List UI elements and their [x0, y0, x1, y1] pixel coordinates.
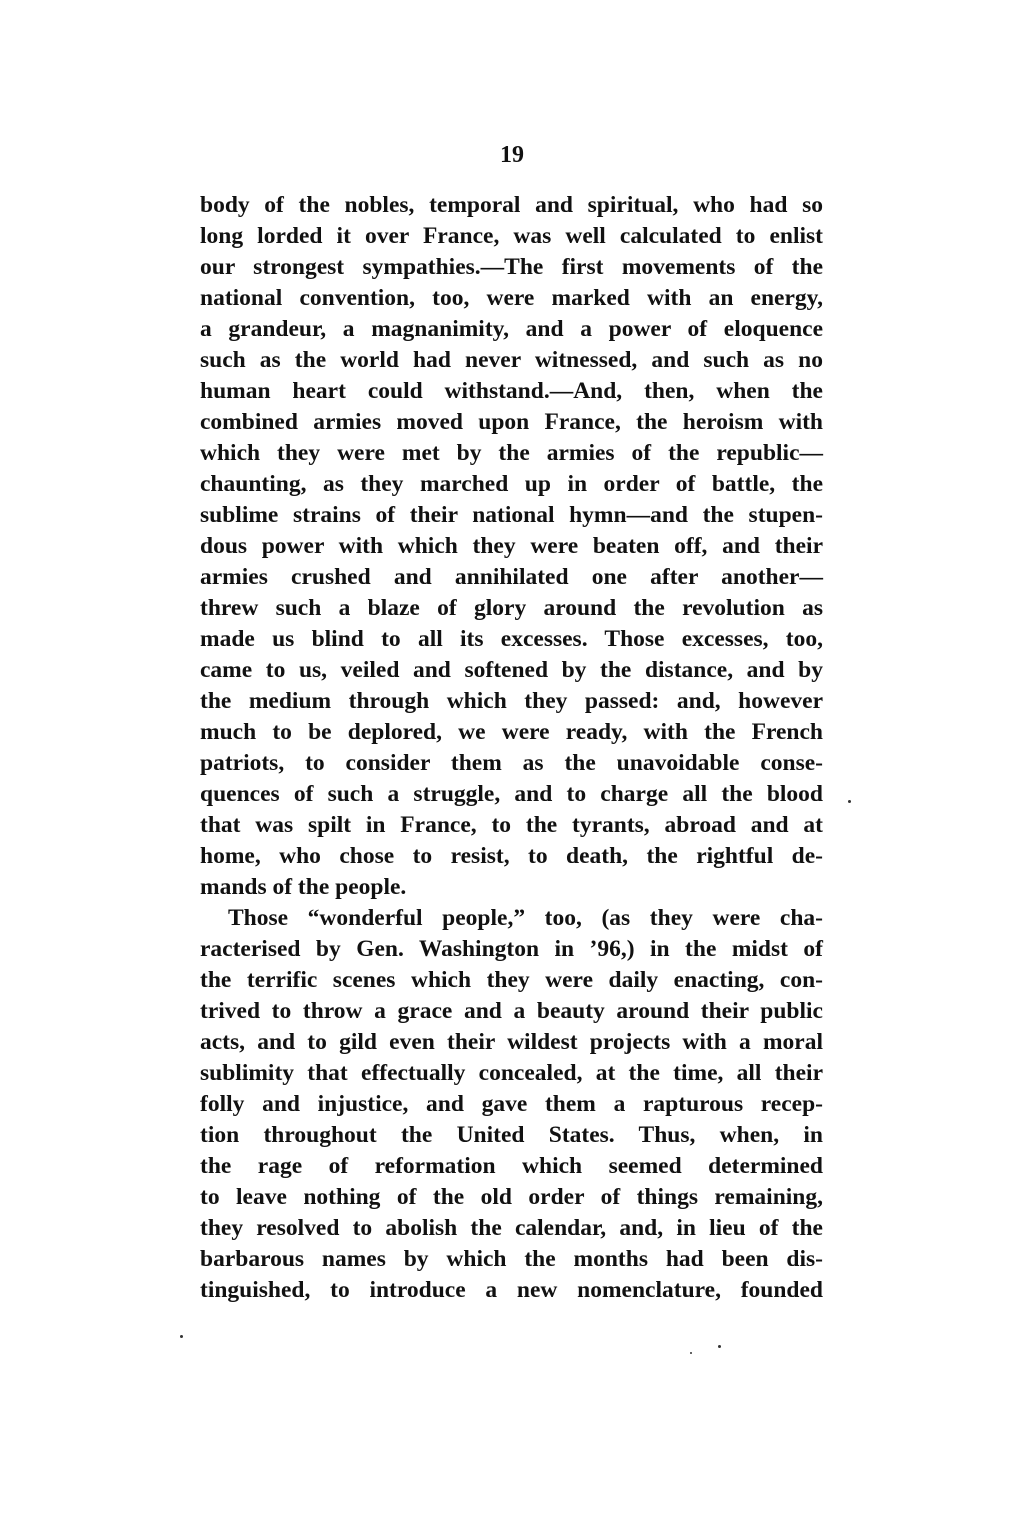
text-line: dous power with which they were beaten off, and their: [200, 533, 823, 559]
text-line: home, who chose to resist, to death, the rightful de-: [200, 843, 823, 869]
body-text: [200, 190, 823, 1306]
scan-speck: [180, 1335, 183, 1338]
text-line: acts, and to gild even their wildest projects with a moral: [200, 1029, 823, 1055]
text-line: human heart could withstand.—And, then, when the: [200, 378, 823, 404]
text-line: the rage of reformation which seemed determined: [200, 1153, 823, 1179]
text-line: long lorded it over France, was well calculated to enlist: [200, 223, 823, 249]
text-line: patriots, to consider them as the unavoidable conse-: [200, 750, 823, 776]
text-line: mands of the people.: [200, 874, 407, 900]
text-line: Those “wonderful people,” too, (as they were cha-: [228, 905, 823, 931]
text-line: much to be deplored, we were ready, with the French: [200, 719, 823, 745]
text-line: national convention, too, were marked with an energy,: [200, 285, 823, 311]
scan-speck: [690, 1352, 692, 1354]
text-line: sublime strains of their national hymn—and the stupen-: [200, 502, 823, 528]
text-line: threw such a blaze of glory around the revolution as: [200, 595, 823, 621]
text-line: the terrific scenes which they were daily enacting, con-: [200, 967, 823, 993]
text-line: armies crushed and annihilated one after another—: [200, 564, 823, 590]
text-line: made us blind to all its excesses. Those excesses, too,: [200, 626, 823, 652]
text-line: tinguished, to introduce a new nomenclature, founded: [200, 1277, 823, 1303]
text-line: which they were met by the armies of the republic—: [200, 440, 823, 466]
text-line: tion throughout the United States. Thus, when, in: [200, 1122, 823, 1148]
text-line: a grandeur, a magnanimity, and a power of eloquence: [200, 316, 823, 342]
scan-speck: [718, 1345, 721, 1348]
text-line: chaunting, as they marched up in order of battle, the: [200, 471, 823, 497]
text-line: body of the nobles, temporal and spiritual, who had so: [200, 192, 823, 218]
text-line: to leave nothing of the old order of things remaining,: [200, 1184, 823, 1210]
text-line: racterised by Gen. Washington in ’96,) in the midst of: [200, 936, 823, 962]
text-line: such as the world had never witnessed, and such as no: [200, 347, 823, 373]
page-number: 19: [500, 142, 524, 168]
text-line: folly and injustice, and gave them a rapturous recep-: [200, 1091, 823, 1117]
text-line: came to us, veiled and softened by the distance, and by: [200, 657, 823, 683]
text-line: combined armies moved upon France, the heroism with: [200, 409, 823, 435]
text-line: the medium through which they passed: and, however: [200, 688, 823, 714]
text-line: our strongest sympathies.—The first movements of the: [200, 254, 823, 280]
scan-speck: [848, 800, 851, 803]
text-line: barbarous names by which the months had been dis-: [200, 1246, 823, 1272]
text-line: trived to throw a grace and a beauty around their public: [200, 998, 823, 1024]
text-line: they resolved to abolish the calendar, and, in lieu of the: [200, 1215, 823, 1241]
text-line: that was spilt in France, to the tyrants, abroad and at: [200, 812, 823, 838]
text-line: quences of such a struggle, and to charge all the blood: [200, 781, 823, 807]
text-line: sublimity that effectually concealed, at the time, all their: [200, 1060, 823, 1086]
